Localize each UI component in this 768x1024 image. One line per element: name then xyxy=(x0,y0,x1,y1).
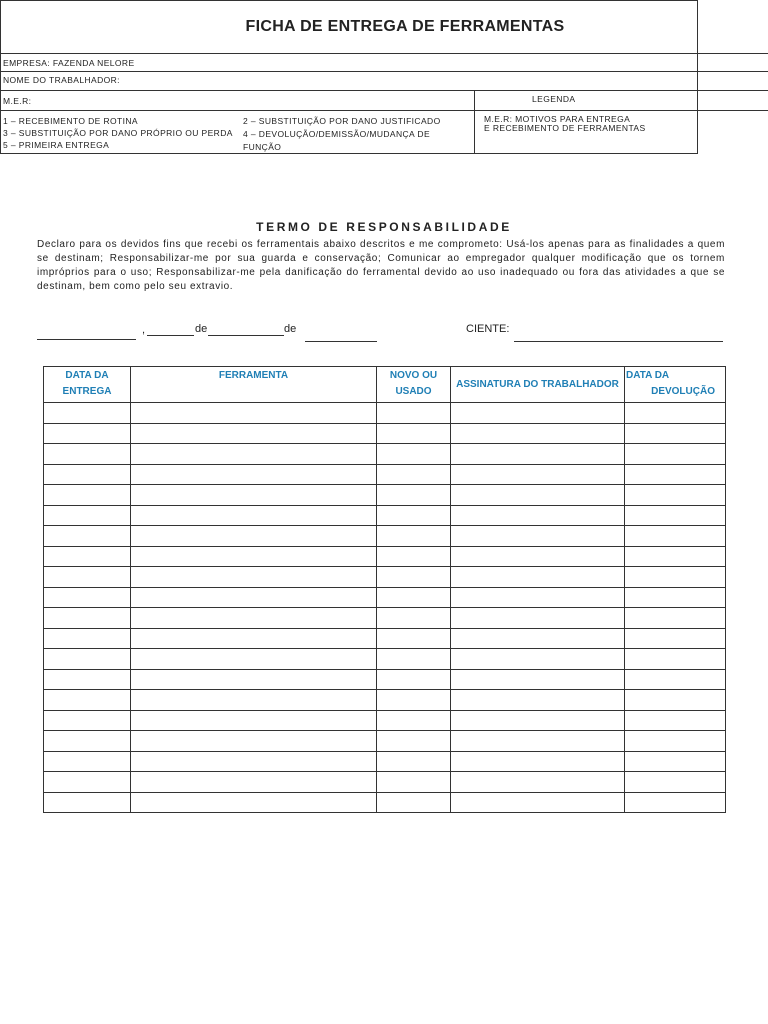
table-cell[interactable] xyxy=(44,464,131,485)
table-cell[interactable] xyxy=(131,423,377,444)
table-cell[interactable] xyxy=(625,444,726,465)
table-cell[interactable] xyxy=(451,608,625,629)
table-row xyxy=(44,587,726,608)
table-cell[interactable] xyxy=(625,587,726,608)
divider xyxy=(0,90,768,91)
table-cell[interactable] xyxy=(625,423,726,444)
termo-title: TERMO DE RESPONSABILIDADE xyxy=(256,220,512,234)
table-cell[interactable] xyxy=(131,485,377,506)
table-cell[interactable] xyxy=(451,505,625,526)
col-novo-usado-line2: USADO xyxy=(395,386,432,397)
table-cell[interactable] xyxy=(131,690,377,711)
col-data-entrega-line1: DATA DA xyxy=(65,370,109,381)
table-cell[interactable] xyxy=(131,772,377,793)
legend-text-1: M.E.R: MOTIVOS PARA ENTREGA xyxy=(484,114,631,124)
table-row xyxy=(44,464,726,485)
mer-field: M.E.R: xyxy=(3,96,32,106)
col-novo-usado xyxy=(377,367,451,403)
table-cell[interactable] xyxy=(625,792,726,813)
table-cell[interactable] xyxy=(451,690,625,711)
divider xyxy=(0,71,768,72)
table-cell[interactable] xyxy=(131,505,377,526)
table-cell[interactable] xyxy=(625,669,726,690)
table-row xyxy=(44,649,726,670)
table-row xyxy=(44,792,726,813)
table-row xyxy=(44,485,726,506)
code-4-cont: FUNÇÃO xyxy=(243,142,282,152)
col-data-devolucao-line1: DATA DA xyxy=(626,370,670,381)
table-cell[interactable] xyxy=(131,649,377,670)
table-cell[interactable] xyxy=(625,751,726,772)
table-cell[interactable] xyxy=(44,444,131,465)
table-cell[interactable] xyxy=(44,731,131,752)
table-cell[interactable] xyxy=(377,710,451,731)
table-cell[interactable] xyxy=(44,546,131,567)
table-cell[interactable] xyxy=(44,423,131,444)
table-row xyxy=(44,444,726,465)
table-cell[interactable] xyxy=(451,731,625,752)
ciente-label: CIENTE: xyxy=(466,323,510,335)
code-4: 4 – DEVOLUÇÃO/DEMISSÃO/MUDANÇA DE xyxy=(243,129,431,139)
termo-body: Declaro para os devidos fins que recebi os ferramentais abaixo descritos e me comprometo: Usá-los apenas para as finalidades a quem se destinam; Responsabilizar-me por sua guarda e conservação; Comunicar ao empregador qualquer modificação que os tornem impróprios para o uso; Responsabilizar-me pela danificação do ferramental devido ao uso inadequado ou fora das atividades a que se destinam, bem como pelo seu extravio. xyxy=(37,239,725,292)
code-2: 2 – SUBSTITUIÇÃO POR DANO JUSTIFICADO xyxy=(243,116,441,126)
table-cell[interactable] xyxy=(44,792,131,813)
code-1: 1 – RECEBIMENTO DE ROTINA xyxy=(3,116,139,126)
table-cell[interactable] xyxy=(377,403,451,424)
table-cell[interactable] xyxy=(131,587,377,608)
table-cell[interactable] xyxy=(44,710,131,731)
vertical-divider xyxy=(474,90,475,153)
col-data-entrega xyxy=(44,367,131,403)
table-cell[interactable] xyxy=(625,485,726,506)
col-novo-usado-line1: NOVO OU xyxy=(389,370,438,381)
year-line[interactable] xyxy=(305,341,377,342)
table-cell[interactable] xyxy=(44,567,131,588)
table-cell[interactable] xyxy=(377,628,451,649)
table-cell[interactable] xyxy=(625,731,726,752)
table-cell[interactable] xyxy=(131,526,377,547)
table-cell[interactable] xyxy=(131,669,377,690)
divider xyxy=(0,110,768,111)
table-cell[interactable] xyxy=(377,731,451,752)
tools-table xyxy=(43,366,726,813)
table-cell[interactable] xyxy=(131,608,377,629)
de-label-1: de xyxy=(195,323,208,335)
table-cell[interactable] xyxy=(131,546,377,567)
table-cell[interactable] xyxy=(625,505,726,526)
table-cell[interactable] xyxy=(377,772,451,793)
table-row xyxy=(44,710,726,731)
legend-text-2: E RECEBIMENTO DE FERRAMENTAS xyxy=(484,123,646,133)
table-row xyxy=(44,690,726,711)
table-row xyxy=(44,628,726,649)
table-cell[interactable] xyxy=(131,792,377,813)
col-data-devolucao-line2: DEVOLUÇÃO xyxy=(651,386,715,397)
table-cell[interactable] xyxy=(451,526,625,547)
table-cell[interactable] xyxy=(44,669,131,690)
table-cell[interactable] xyxy=(451,423,625,444)
table-cell[interactable] xyxy=(451,464,625,485)
de-label-2: de xyxy=(284,323,297,335)
day-line[interactable] xyxy=(147,335,194,336)
table-row xyxy=(44,526,726,547)
table-cell[interactable] xyxy=(451,710,625,731)
table-cell[interactable] xyxy=(131,567,377,588)
month-line[interactable] xyxy=(208,335,284,336)
table-cell[interactable] xyxy=(451,546,625,567)
table-cell[interactable] xyxy=(451,403,625,424)
table-cell[interactable] xyxy=(44,526,131,547)
table-cell[interactable] xyxy=(44,608,131,629)
table-cell[interactable] xyxy=(451,669,625,690)
table-cell[interactable] xyxy=(44,485,131,506)
table-cell[interactable] xyxy=(377,792,451,813)
table-cell[interactable] xyxy=(131,444,377,465)
table-cell[interactable] xyxy=(131,628,377,649)
page-title: FICHA DE ENTREGA DE FERRAMENTAS xyxy=(245,18,565,35)
comma: , xyxy=(142,324,146,336)
table-cell[interactable] xyxy=(451,485,625,506)
divider xyxy=(0,53,768,54)
table-cell[interactable] xyxy=(625,608,726,629)
table-header-row xyxy=(44,367,726,403)
table-cell[interactable] xyxy=(377,505,451,526)
table-cell[interactable] xyxy=(625,546,726,567)
table-cell[interactable] xyxy=(377,669,451,690)
table-cell[interactable] xyxy=(377,567,451,588)
table-cell[interactable] xyxy=(625,710,726,731)
table-cell[interactable] xyxy=(625,403,726,424)
table-cell[interactable] xyxy=(625,690,726,711)
table-cell[interactable] xyxy=(44,649,131,670)
table-cell[interactable] xyxy=(625,772,726,793)
table-cell[interactable] xyxy=(625,526,726,547)
table-cell[interactable] xyxy=(625,649,726,670)
table-cell[interactable] xyxy=(451,649,625,670)
table-cell[interactable] xyxy=(377,526,451,547)
table-cell[interactable] xyxy=(451,567,625,588)
table-cell[interactable] xyxy=(377,649,451,670)
table-cell[interactable] xyxy=(377,546,451,567)
city-line[interactable] xyxy=(37,339,136,340)
legenda-label: LEGENDA xyxy=(532,94,576,104)
table-cell[interactable] xyxy=(44,628,131,649)
table-row xyxy=(44,567,726,588)
table-cell[interactable] xyxy=(451,751,625,772)
col-ferramenta: FERRAMENTA xyxy=(131,367,377,403)
table-cell[interactable] xyxy=(44,587,131,608)
table-cell[interactable] xyxy=(625,464,726,485)
table-cell[interactable] xyxy=(131,731,377,752)
header-box xyxy=(0,0,698,154)
table-cell[interactable] xyxy=(131,751,377,772)
table-cell[interactable] xyxy=(451,628,625,649)
table-cell[interactable] xyxy=(451,444,625,465)
table-cell[interactable] xyxy=(451,792,625,813)
table-row xyxy=(44,546,726,567)
table-cell[interactable] xyxy=(377,751,451,772)
table-cell[interactable] xyxy=(131,464,377,485)
col-assinatura: ASSINATURA DO TRABALHADOR xyxy=(451,367,625,403)
table-cell[interactable] xyxy=(377,423,451,444)
table-row xyxy=(44,608,726,629)
table-row xyxy=(44,772,726,793)
code-5: 5 – PRIMEIRA ENTREGA xyxy=(3,140,110,150)
table-body xyxy=(44,403,726,813)
nome-trabalhador-field: NOME DO TRABALHADOR: xyxy=(3,75,120,85)
table-cell[interactable] xyxy=(377,485,451,506)
table-row xyxy=(44,403,726,424)
table-cell[interactable] xyxy=(377,690,451,711)
table-cell[interactable] xyxy=(44,505,131,526)
col-data-devolucao xyxy=(625,367,726,403)
table-cell[interactable] xyxy=(44,690,131,711)
table-cell[interactable] xyxy=(131,403,377,424)
col-data-entrega-line2: ENTREGA xyxy=(62,386,112,397)
table-cell[interactable] xyxy=(451,587,625,608)
ciente-signature-line[interactable] xyxy=(514,341,723,342)
table-cell[interactable] xyxy=(377,608,451,629)
table-cell[interactable] xyxy=(377,444,451,465)
table-cell[interactable] xyxy=(44,751,131,772)
table-row xyxy=(44,751,726,772)
table-cell[interactable] xyxy=(451,772,625,793)
table-cell[interactable] xyxy=(625,628,726,649)
table-cell[interactable] xyxy=(625,567,726,588)
table-row xyxy=(44,731,726,752)
table-cell[interactable] xyxy=(131,710,377,731)
table-row xyxy=(44,505,726,526)
table-cell[interactable] xyxy=(377,464,451,485)
table-cell[interactable] xyxy=(44,403,131,424)
table-row xyxy=(44,669,726,690)
table-cell[interactable] xyxy=(377,587,451,608)
table-row xyxy=(44,423,726,444)
empresa-field: EMPRESA: FAZENDA NELORE xyxy=(3,58,135,68)
code-3: 3 – SUBSTITUIÇÃO POR DANO PRÓPRIO OU PERDA xyxy=(3,128,233,138)
table-cell[interactable] xyxy=(44,772,131,793)
